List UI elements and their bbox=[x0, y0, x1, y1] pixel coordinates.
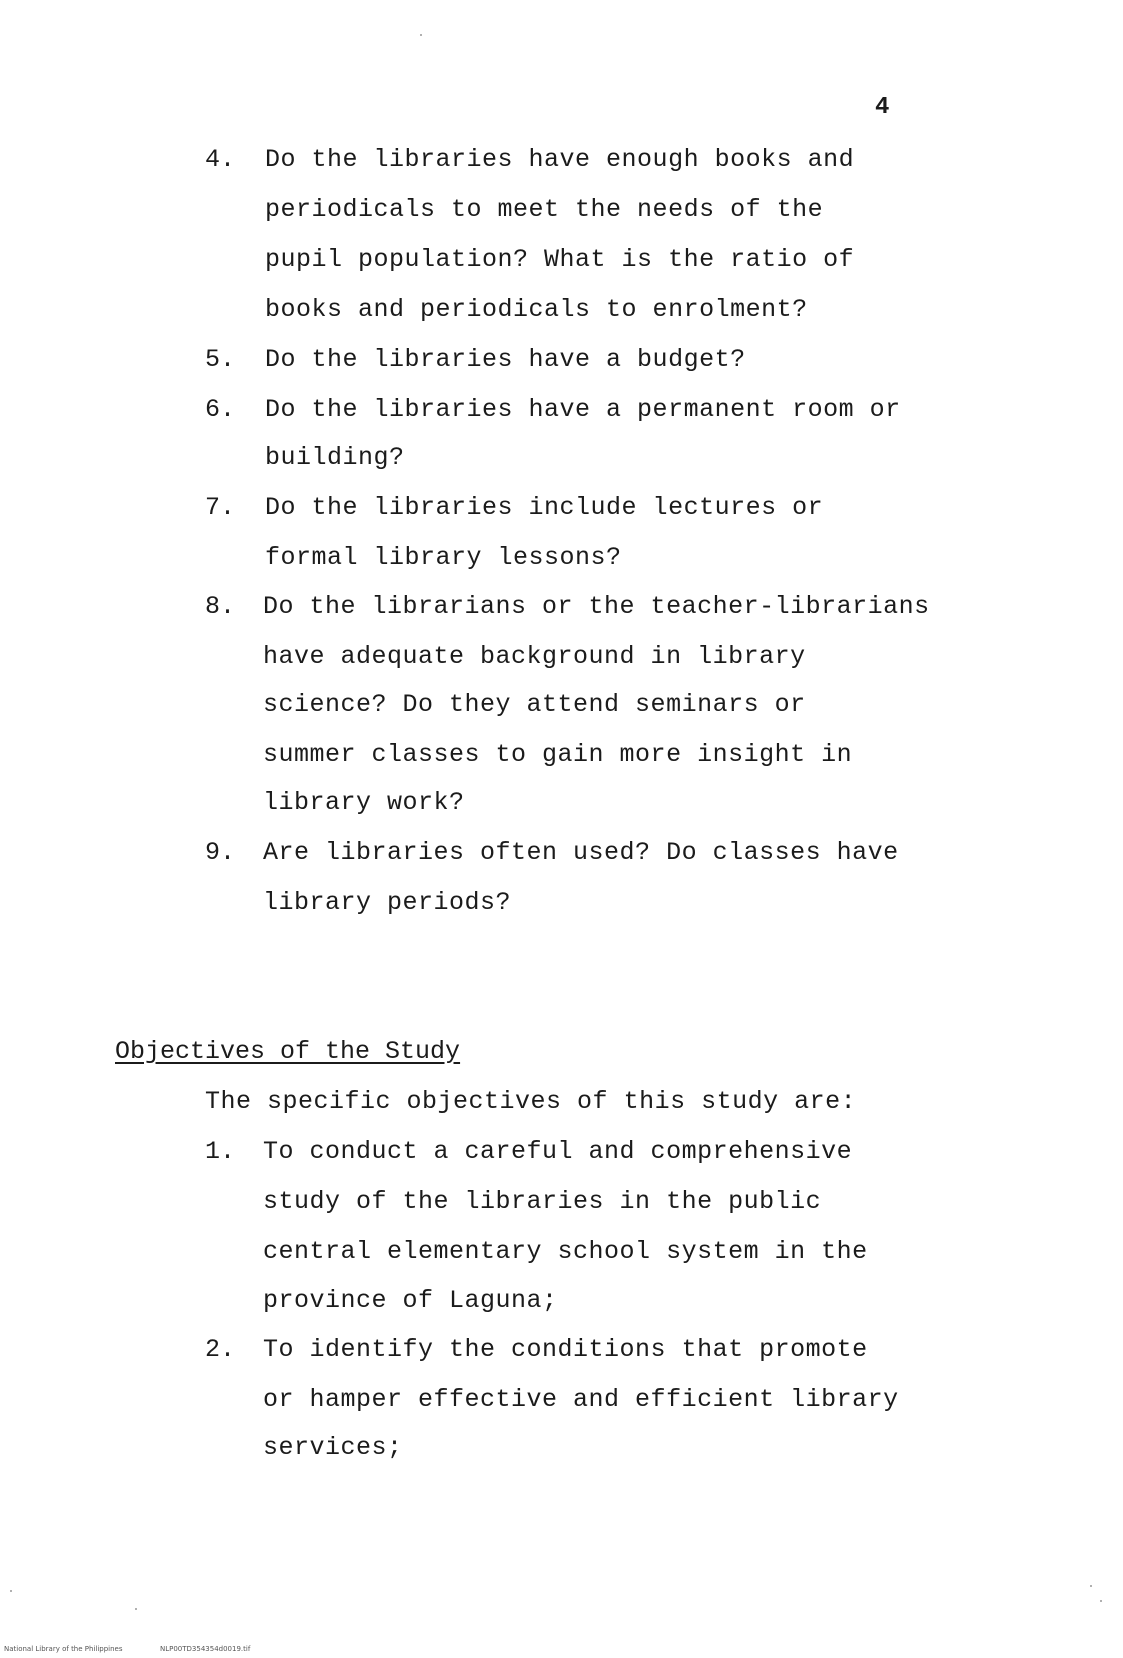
scan-speck bbox=[10, 1590, 12, 1592]
objective-line: To conduct a careful and comprehensive bbox=[263, 1137, 853, 1166]
footer-file-id: NLP00TD354354d0019.tif bbox=[160, 1645, 251, 1653]
objective-line: province of Laguna; bbox=[263, 1286, 558, 1315]
question-line: periodicals to meet the needs of the bbox=[265, 195, 824, 224]
question-line: Do the libraries include lectures or bbox=[265, 493, 824, 522]
question-line: formal library lessons? bbox=[265, 543, 622, 572]
question-number: 6. bbox=[205, 395, 236, 424]
objective-line: To identify the conditions that promote bbox=[263, 1335, 868, 1364]
objective-line: services; bbox=[263, 1433, 403, 1462]
question-line: have adequate background in library bbox=[263, 642, 806, 671]
question-number: 5. bbox=[205, 345, 236, 374]
objective-line: or hamper effective and efficient library bbox=[263, 1385, 899, 1414]
question-line: library periods? bbox=[263, 888, 512, 917]
question-number: 8. bbox=[205, 592, 236, 621]
objective-number: 1. bbox=[205, 1137, 236, 1166]
objective-line: study of the libraries in the public bbox=[263, 1187, 822, 1216]
scan-speck bbox=[135, 1608, 137, 1610]
section-intro: The specific objectives of this study are: bbox=[205, 1087, 857, 1116]
objective-number: 2. bbox=[205, 1335, 236, 1364]
scan-speck bbox=[420, 34, 422, 36]
question-line: Do the libraries have a permanent room or bbox=[265, 395, 901, 424]
question-line: pupil population? What is the ratio of bbox=[265, 245, 855, 274]
objective-line: central elementary school system in the bbox=[263, 1237, 868, 1266]
question-line: building? bbox=[265, 443, 405, 472]
question-number: 7. bbox=[205, 493, 236, 522]
footer-library-credit: National Library of the Philippines bbox=[4, 1645, 123, 1653]
section-heading: Objectives of the Study bbox=[115, 1037, 461, 1066]
question-line: Do the libraries have enough books and bbox=[265, 145, 855, 174]
question-line: Are libraries often used? Do classes have bbox=[263, 838, 899, 867]
question-line: Do the libraries have a budget? bbox=[265, 345, 746, 374]
page-number: 4 bbox=[875, 94, 890, 121]
question-number: 9. bbox=[205, 838, 236, 867]
question-line: science? Do they attend seminars or bbox=[263, 690, 806, 719]
scan-speck bbox=[1090, 1585, 1092, 1587]
question-line: Do the librarians or the teacher-librarians bbox=[263, 592, 930, 621]
question-line: summer classes to gain more insight in bbox=[263, 740, 853, 769]
question-line: library work? bbox=[263, 788, 465, 817]
question-line: books and periodicals to enrolment? bbox=[265, 295, 808, 324]
scan-speck bbox=[1100, 1600, 1102, 1602]
question-number: 4. bbox=[205, 145, 236, 174]
